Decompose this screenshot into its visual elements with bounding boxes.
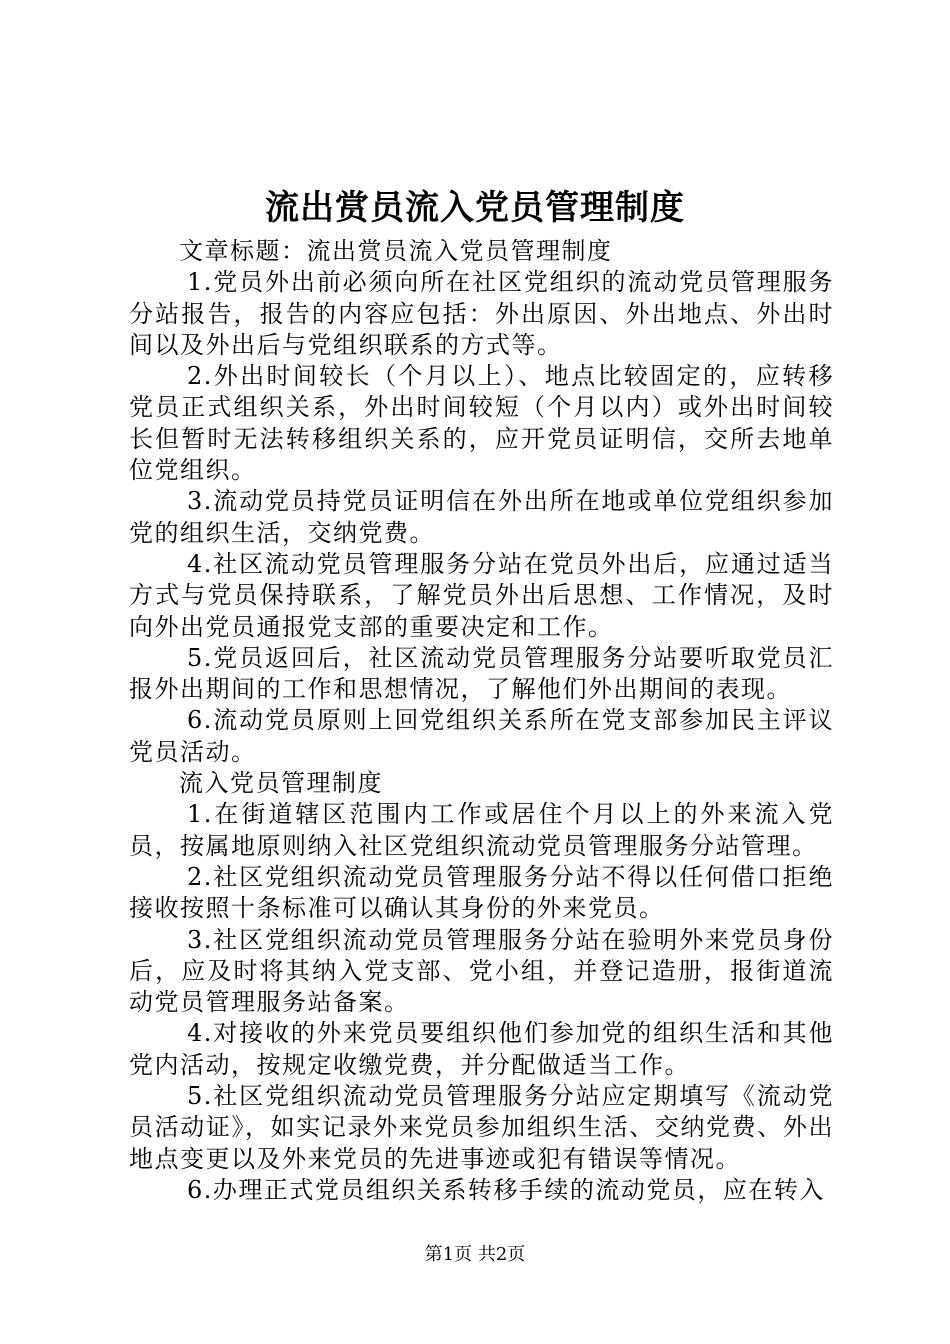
outflow-item-6: 6.流动党员原则上回党组织关系所在党支部参加民主评议党员活动。 bbox=[129, 706, 834, 766]
inflow-item-3: 3.社区党组织流动党员管理服务分站在验明外来党员身份后，应及时将其纳入党支部、党小组，并登记造册，报街道流动党员管理服务站备案。 bbox=[129, 925, 834, 1017]
inflow-item-2: 2.社区党组织流动党员管理服务分站不得以任何借口拒绝接收按照十条标准可以确认其身份的外来党员。 bbox=[129, 862, 834, 923]
document-title: 流出赏员流入党员管理制度 bbox=[265, 188, 685, 228]
outflow-item-1: 1.党员外出前必须向所在社区党组织的流动党员管理服务分站报告，报告的内容应包括：外出原因、外出地点、外出时间以及外出后与党组织联系的方式等。 bbox=[129, 268, 834, 359]
outflow-item-3: 3.流动党员持党员证明信在外出所在地或单位党组织参加党的组织生活，交纳党费。 bbox=[129, 487, 834, 547]
article-title-line: 文章标题：流出赏员流入党员管理制度 bbox=[179, 237, 613, 265]
outflow-item-2: 2.外出时间较长（个月以上）、地点比较固定的，应转移党员正式组织关系，外出时间较短（个月以内）或外出时间较长但暂时无法转移组织关系的，应开党员证明信，交所去地单位党组织。 bbox=[129, 362, 834, 485]
document-body bbox=[129, 236, 834, 1206]
inflow-item-6: 6.办理正式党员组织关系转移手续的流动党员，应在转入 bbox=[187, 1175, 825, 1204]
page-footer: 第1页 共2页 bbox=[424, 1244, 526, 1265]
outflow-item-5: 5.党员返回后，社区流动党员管理服务分站要听取党员汇报外出期间的工作和思想情况，了解他们外出期间的表现。 bbox=[129, 643, 834, 704]
inflow-section-heading: 流入党员管理制度 bbox=[179, 769, 383, 798]
outflow-item-4: 4.社区流动党员管理服务分站在党员外出后，应通过适当方式与党员保持联系，了解党员外出后思想、工作情况，及时向外出党员通报党支部的重要决定和工作。 bbox=[129, 549, 834, 641]
inflow-item-5: 5.社区党组织流动党员管理服务分站应定期填写《流动党员活动证》，如实记录外来党员参加组织生活、交纳党费、外出地点变更以及外来党员的先进事迹或犯有错误等情况。 bbox=[129, 1082, 834, 1173]
inflow-item-4: 4.对接收的外来党员要组织他们参加党的组织生活和其他党内活动，按规定收缴党费，并分配做适当工作。 bbox=[129, 1019, 834, 1079]
inflow-item-1: 1.在街道辖区范围内工作或居住个月以上的外来流入党员，按属地原则纳入社区党组织流动党员管理服务分站管理。 bbox=[129, 800, 834, 860]
